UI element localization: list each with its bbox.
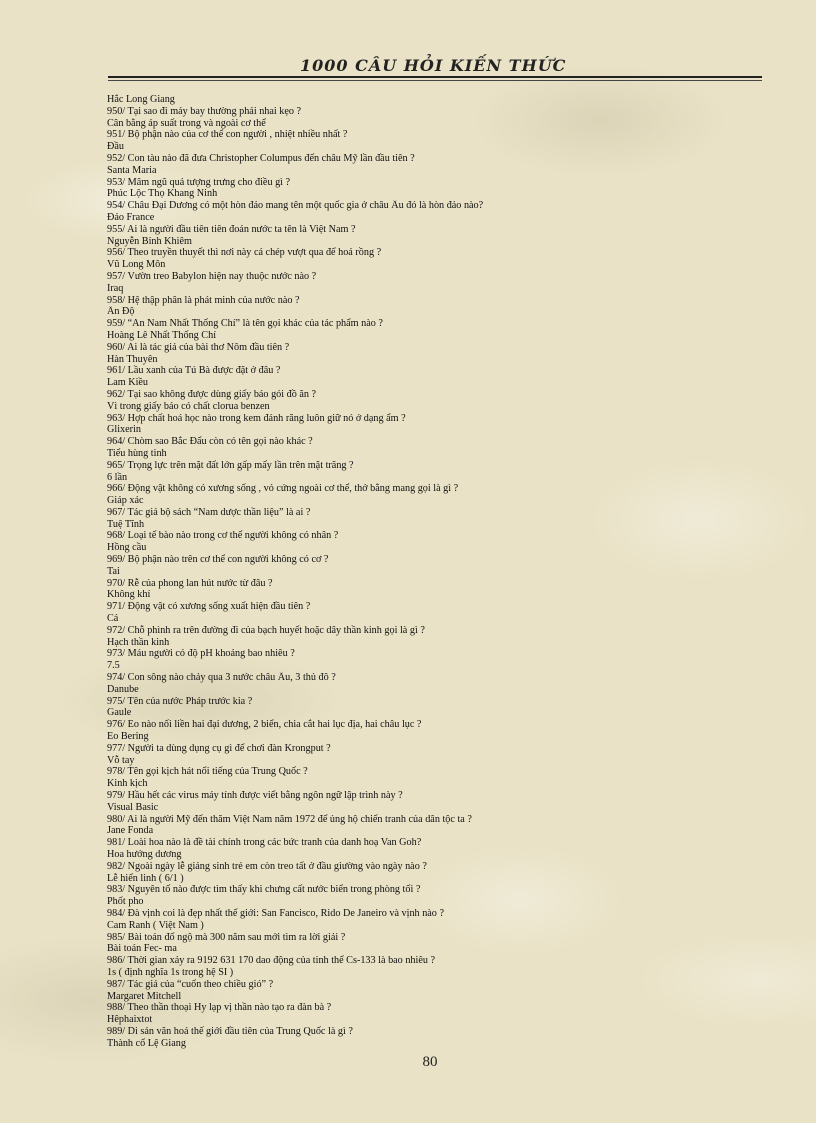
question-line: 972/ Chỗ phình ra trên đường đi của bạch huyết hoặc dây thần kinh gọi là gì ? bbox=[107, 624, 425, 636]
question-line: 950/ Tại sao đi máy bay thường phải nhai kẹo ? bbox=[107, 105, 302, 117]
answer-line: Nguyễn Bỉnh Khiêm bbox=[107, 235, 192, 247]
answer-line: Lam Kiều bbox=[107, 377, 149, 389]
question-line: 983/ Nguyên tố nào được tìm thấy khi chưng cất nước biển trong phòng tối ? bbox=[107, 884, 421, 896]
answer-line: Đảo France bbox=[107, 211, 155, 223]
question-line: 969/ Bộ phận nào trên cơ thể con người không có cơ ? bbox=[107, 554, 329, 566]
question-line: 955/ Ai là người đầu tiên tiên đoán nước ta tên là Việt Nam ? bbox=[107, 223, 356, 235]
answer-line: 6 lần bbox=[107, 471, 128, 483]
answer-line: Margaret Mitchell bbox=[107, 990, 182, 1002]
question-line: 956/ Theo truyền thuyết thì nơi này cá chép vượt qua để hoá rồng ? bbox=[107, 247, 382, 259]
question-line: 962/ Tại sao không được dùng giấy báo gói đồ ăn ? bbox=[107, 388, 317, 400]
question-line: 957/ Vườn treo Babylon hiện nay thuộc nước nào ? bbox=[107, 270, 317, 282]
question-line: 974/ Con sông nào chảy qua 3 nước châu Âu, 3 thủ đô ? bbox=[107, 672, 336, 684]
question-line: 967/ Tác giả bộ sách “Nam dược thần liệu” là ai ? bbox=[107, 506, 311, 518]
answer-line: Tiểu hùng tinh bbox=[107, 447, 167, 459]
question-line: 978/ Tên gọi kịch hát nổi tiếng của Trung Quốc ? bbox=[107, 766, 308, 778]
question-line: 980/ Ai là người Mỹ đến thăm Việt Nam năm 1972 để ủng hộ chiến tranh của dân tộc ta ? bbox=[107, 813, 472, 825]
answer-line: Iraq bbox=[107, 282, 124, 294]
answer-line: Đầu bbox=[107, 141, 124, 153]
question-line: 959/ “An Nam Nhất Thống Chí” là tên gọi khác của tác phẩm nào ? bbox=[107, 318, 383, 330]
answer-line: Eo Bering bbox=[107, 731, 149, 743]
question-line: 979/ Hầu hết các virus máy tính được viết bằng ngôn ngữ lập trình này ? bbox=[107, 790, 403, 802]
answer-line: Tuệ Tĩnh bbox=[107, 518, 145, 530]
question-line: 954/ Châu Đại Dương có một hòn đảo mang tên một quốc gia ở châu Âu đó là hòn đảo nào? bbox=[107, 200, 484, 212]
answer-line: 7.5 bbox=[107, 660, 120, 672]
question-line: 961/ Lầu xanh của Tú Bà được đặt ở đâu ? bbox=[107, 365, 281, 377]
page-number: 80 bbox=[422, 1054, 438, 1070]
answer-line: Hắc Long Giang bbox=[107, 94, 175, 105]
question-line: 988/ Theo thần thoại Hy lạp vị thần nào tạo ra đàn bà ? bbox=[107, 1002, 332, 1014]
answer-line: Hêphaixtot bbox=[107, 1014, 153, 1026]
answer-line: Hàn Thuyên bbox=[107, 353, 158, 365]
question-line: 982/ Ngoài ngày lễ giáng sinh trẻ em còn treo tất ở đầu giường vào ngày nào ? bbox=[107, 860, 427, 872]
question-line: 987/ Tác giả của “cuốn theo chiều gió” ? bbox=[107, 978, 274, 990]
question-line: 973/ Máu người có độ pH khoảng bao nhiêu ? bbox=[107, 648, 295, 660]
answer-line: Phốt pho bbox=[107, 896, 144, 908]
question-line: 971/ Động vật có xương sống xuất hiện đầu tiên ? bbox=[107, 601, 311, 613]
answer-line: Hạch thần kinh bbox=[107, 636, 170, 648]
answer-line: Cam Ranh ( Việt Nam ) bbox=[107, 919, 204, 931]
answer-line: Giáp xác bbox=[107, 495, 144, 507]
question-line: 966/ Động vật không có xương sống , vỏ cứng ngoài cơ thể, thở bằng mang gọi là gì ? bbox=[107, 483, 459, 495]
question-line: 960/ Ai là tác giả của bài thơ Nôm đầu tiên ? bbox=[107, 341, 290, 353]
question-line: 965/ Trọng lực trên mặt đất lớn gấp mấy lần trên mặt trăng ? bbox=[107, 459, 354, 471]
answer-line: Visual Basic bbox=[107, 801, 159, 813]
running-header-title: 1000 CÂU HỎI KIẾN THỨC bbox=[300, 56, 567, 75]
question-line: 958/ Hệ thập phân là phát minh của nước nào ? bbox=[107, 294, 300, 306]
question-line: 952/ Con tàu nào đã đưa Christopher Columpus đến châu Mỹ lần đầu tiên ? bbox=[107, 152, 415, 164]
answer-line: Danube bbox=[107, 683, 139, 695]
answer-line: Hồng cầu bbox=[107, 542, 147, 554]
question-line: 989/ Di sản văn hoá thế giới đầu tiên của Trung Quốc là gì ? bbox=[107, 1025, 353, 1037]
question-line: 964/ Chòm sao Bắc Đẩu còn có tên gọi nào khác ? bbox=[107, 436, 313, 448]
answer-line: Vỗ tay bbox=[107, 754, 135, 766]
qa-text-body bbox=[107, 94, 757, 1050]
answer-line: Ấn Độ bbox=[107, 306, 135, 318]
answer-line: Vũ Long Môn bbox=[107, 259, 166, 271]
question-line: 970/ Rễ của phong lan hút nước từ đâu ? bbox=[107, 577, 273, 589]
answer-line: Tai bbox=[107, 565, 120, 577]
answer-line: Cân bằng áp suất trong và ngoài cơ thể bbox=[107, 117, 266, 129]
question-line: 968/ Loại tế bào nào trong cơ thể người không có nhân ? bbox=[107, 530, 339, 542]
answer-line: Hoàng Lê Nhất Thống Chí bbox=[107, 329, 217, 341]
question-line: 986/ Thời gian xảy ra 9192 631 170 dao động của tinh thể Cs-133 là bao nhiêu ? bbox=[107, 955, 436, 967]
answer-line: Glixerin bbox=[107, 424, 141, 436]
answer-line: Thành cổ Lệ Giang bbox=[107, 1037, 186, 1049]
question-line: 975/ Tên của nước Pháp trước kia ? bbox=[107, 695, 253, 707]
answer-line: Kinh kịch bbox=[107, 778, 148, 790]
question-line: 981/ Loài hoa nào là đề tài chính trong các bức tranh của danh hoạ Van Goh? bbox=[107, 837, 422, 849]
header-rule-thick bbox=[108, 76, 762, 78]
question-line: 985/ Bài toán đố ngộ mà 300 năm sau mới tìm ra lời giải ? bbox=[107, 931, 346, 943]
question-line: 963/ Hợp chất hoá học nào trong kem đánh răng luôn giữ nó ở dạng ẩm ? bbox=[107, 412, 406, 424]
answer-line: 1s ( định nghĩa 1s trong hệ SI ) bbox=[107, 966, 234, 978]
answer-line: Gaule bbox=[107, 707, 132, 719]
answer-line: Santa Maria bbox=[107, 164, 157, 176]
header-rule-thin bbox=[108, 80, 762, 81]
answer-line: Lễ hiển linh ( 6/1 ) bbox=[107, 872, 184, 884]
answer-line: Bài toán Fec- ma bbox=[107, 943, 177, 955]
answer-line: Phúc Lộc Thọ Khang Ninh bbox=[107, 188, 218, 200]
question-line: 976/ Eo nào nối liền hai đại dương, 2 biển, chia cắt hai lục địa, hai châu lục ? bbox=[107, 719, 422, 731]
question-line: 953/ Mâm ngũ quả tượng trưng cho điều gì ? bbox=[107, 176, 291, 188]
question-line: 984/ Đà vịnh coi là đẹp nhất thế giới: San Fancisco, Rido De Janeiro và vịnh nào ? bbox=[107, 907, 444, 919]
answer-line: Vì trong giấy báo có chất clorua benzen bbox=[107, 400, 270, 412]
question-line: 977/ Người ta dùng dụng cụ gì để chơi đàn Krongput ? bbox=[107, 742, 331, 754]
answer-line: Không khí bbox=[107, 589, 151, 601]
answer-line: Jane Fonda bbox=[107, 825, 154, 837]
answer-line: Cá bbox=[107, 613, 119, 625]
answer-line: Hoa hướng dương bbox=[107, 849, 182, 860]
question-line: 951/ Bộ phận nào của cơ thể con người , nhiệt nhiều nhất ? bbox=[107, 129, 348, 141]
